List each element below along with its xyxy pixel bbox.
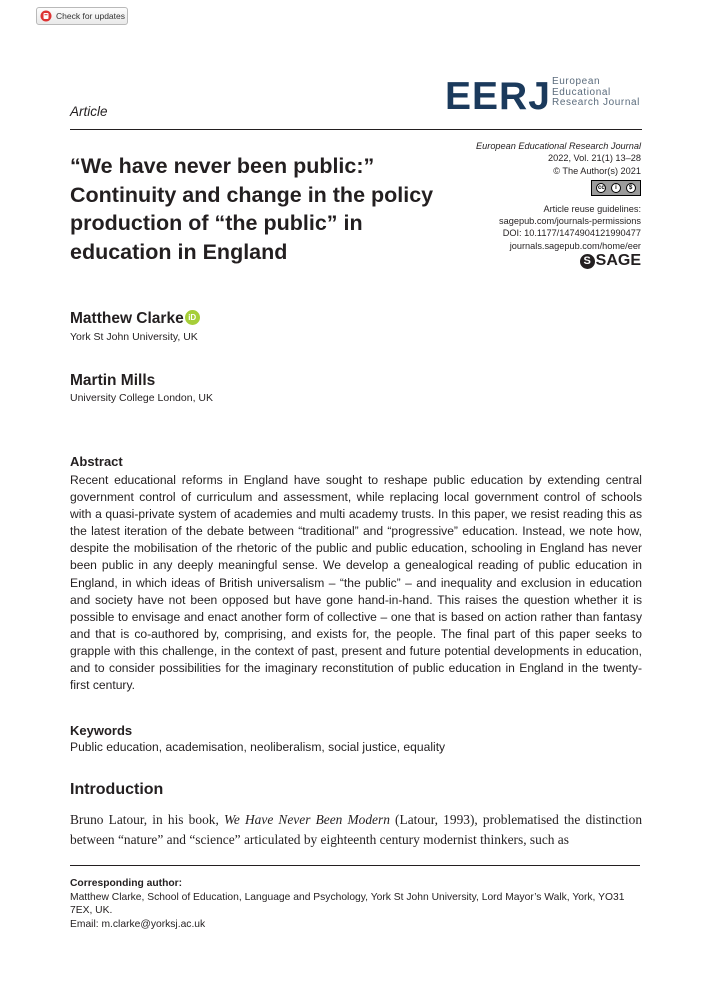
- check-for-updates-label: Check for updates: [56, 11, 125, 21]
- logo-line-2: Educational: [552, 86, 611, 98]
- corresponding-email[interactable]: Email: m.clarke@yorksj.ac.uk: [70, 918, 206, 930]
- cc-license-icon[interactable]: [591, 180, 641, 196]
- book-title: We Have Never Been Modern: [223, 812, 390, 827]
- logo-word: EERJ: [445, 75, 551, 118]
- introduction-heading: Introduction: [70, 781, 164, 798]
- reuse-info: [381, 203, 641, 252]
- nc-icon: $: [626, 183, 636, 193]
- corresponding-author: [70, 877, 642, 931]
- logo-line-1: European: [552, 76, 601, 87]
- keywords-heading: Keywords: [70, 723, 133, 738]
- journal-home-link[interactable]: journals.sagepub.com/home/eer: [509, 240, 641, 251]
- author-name-1: [70, 310, 200, 328]
- sage-wordmark: SAGE: [595, 252, 641, 269]
- journal-logo: [445, 77, 645, 117]
- journal-volume: 2022, Vol. 21(1) 13–28: [548, 153, 641, 164]
- author-name-2: Martin Mills: [70, 372, 156, 389]
- introduction-paragraph: [70, 810, 642, 850]
- check-updates-icon: [40, 10, 52, 22]
- intro-text-after: (Latour, 1993), problematised the distinction between “nature” and “science” articulated by eighteenth century modernist thinkers, such as: [70, 812, 643, 847]
- journal-info: [381, 140, 641, 177]
- sage-s-icon: S: [580, 254, 595, 269]
- corresponding-address: Matthew Clarke, School of Education, Language and Psychology, York St John University, Lord Mayor’s Walk, York, YO31 7EX, UK.: [70, 891, 625, 917]
- corresponding-label: Corresponding author:: [70, 878, 183, 889]
- reuse-guidelines-label: Article reuse guidelines:: [543, 204, 641, 214]
- header-rule: [70, 129, 642, 130]
- author-1-name-text: Matthew Clarke: [70, 310, 184, 327]
- logo-subtitle: [552, 77, 640, 109]
- sage-logo: [580, 252, 641, 270]
- by-icon: i: [611, 183, 621, 193]
- abstract-text: Recent educational reforms in England have sought to reshape public education by extending central government control of curriculum and assessment, while replacing local government control of schools with a quasi-private system of academies and multi academy trusts. In this paper, we resist reading this as the latest iteration of the debate between “traditional” and “progressive” education. Instead, we note how, despite the mobilisation of the rhetoric of the public and public education, schooling in England has never been public in any deeply meaningful sense. We develop a genealogical reading of public education in England, in which ideas of British universalism – “the public” – and inequality and exclusion in education and society have not been opposed but have gone hand-in-hand. This raises the question whether it is possible to envisage and enact another form of collective – one that is based on action rather than fantasy and that is co-authored by, comprising, and exists for, the people. The final part of this paper seeks to grapple with this challenge, in the context of past, present and future potential developments in education, and to consider possibilities for the imaginary reconstitution of public education in England in the twenty-first century.: [70, 473, 642, 693]
- check-for-updates-button[interactable]: [36, 7, 128, 25]
- abstract-heading: Abstract: [70, 454, 123, 469]
- cc-icon: cc: [597, 185, 605, 191]
- footnote-rule: [70, 865, 640, 866]
- doi-link[interactable]: DOI: 10.1177/1474904121990477: [502, 228, 641, 239]
- journal-name: European Educational Research Journal: [476, 141, 641, 151]
- article-title: “We have never been public:” Continuity and change in the policy production of “the public” in education in England: [70, 154, 434, 264]
- logo-line-3: Research Journal: [552, 97, 640, 108]
- orcid-icon[interactable]: iD: [185, 310, 200, 325]
- keywords-text: Public education, academisation, neoliberalism, social justice, equality: [70, 740, 446, 754]
- author-affiliation-2: University College London, UK: [70, 392, 213, 404]
- intro-text-before: Bruno Latour, in his book,: [70, 812, 224, 827]
- author-affiliation-1: York St John University, UK: [70, 331, 198, 343]
- journal-copyright: © The Author(s) 2021: [553, 165, 641, 176]
- article-type-label: Article: [70, 104, 108, 119]
- permissions-link[interactable]: sagepub.com/journals-permissions: [499, 216, 641, 227]
